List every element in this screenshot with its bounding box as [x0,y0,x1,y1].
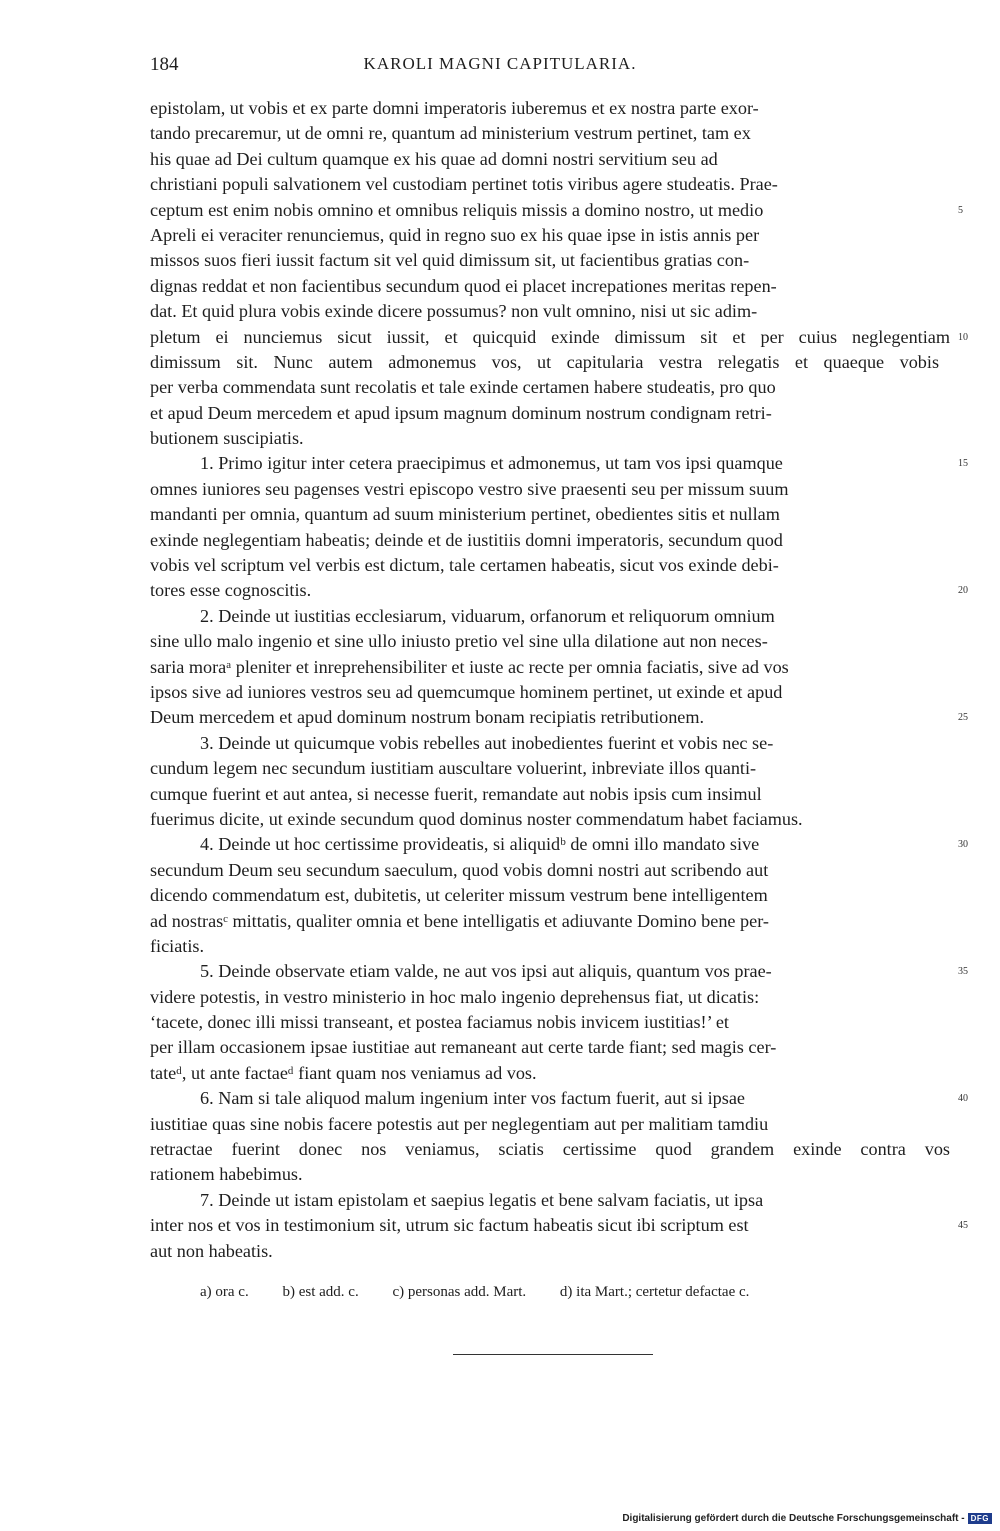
line-text: sine ullo malo ingenio et sine ullo iniusto pretio vel sine ulla dilatione aut non neces- [150,631,768,652]
line-number: 10 [958,331,968,343]
text-line [150,1061,950,1086]
footnote-d: d) ita Mart.; certetur defactae c. [559,1284,750,1300]
line-number: 30 [958,839,968,851]
text-line [150,832,968,857]
dfg-logo: DFG [968,1513,992,1524]
line-text: videre potestis, in vestro ministerio in hoc malo ingenio deprehensus fiat, ut dicatis: [150,986,760,1007]
footnote-b: b) est add. c. [282,1284,359,1300]
line-text: cundum legem nec secundum iustitiam auscultare voluerint, inbreviate illos quanti- [150,758,757,779]
line-text: rationem habebimus. [150,1164,303,1185]
line-text: cumque fuerint et aut antea, si necesse fuerit, remandate aut nobis ipsis cum insimul [150,783,762,804]
text-line [150,198,963,223]
line-text: 7. Deinde ut istam epistolam et saepius legatis et bene salvam faciatis, ut ipsa [200,1189,764,1210]
text-line [150,1162,950,1187]
text-line [150,528,950,553]
line-text: 1. Primo igitur inter cetera praecipimus et admonemus, ut tam vos ipsi quamque [200,453,783,474]
line-text: per verba commendata sunt recolatis et tale exinde certamen habere studeatis, pro quo [150,377,776,398]
text-line [150,401,950,426]
line-text: vobis vel scriptum vel verbis est dictum, tale certamen habeatis, sicut vos exinde debi- [150,555,779,576]
line-text: 4. Deinde ut hoc certissime provideatis, si aliquidᵇ de omni illo mandato sive [200,834,760,855]
text-line [150,731,950,756]
line-number: 40 [958,1093,968,1105]
text-line [150,629,950,654]
line-text: fuerimus dicite, ut exinde secundum quod dominus noster commendatum habet faciamus. [150,808,803,829]
text-line [150,172,950,197]
line-text: his quae ad Dei cultum quamque ex his quae ad domni nostri servitium seu ad [150,148,718,169]
line-text: ficiatis. [150,935,205,956]
line-text: Apreli ei veraciter renunciemus, quid in regno suo ex his quae ipse in istis annis per [150,224,760,245]
text-line [150,1112,950,1137]
text-line [150,934,950,959]
main-text [150,96,968,1264]
line-text: epistolam, ut vobis et ex parte domni imperatoris iuberemus et ex nostra parte exor- [150,98,759,118]
text-line [150,477,950,502]
text-line [150,1188,950,1213]
text-line [150,655,950,680]
line-number: 35 [958,966,968,978]
line-text: saria moraᵃ pleniter et inreprehensibiliter et iuste ac recte per omnia faciatis, sive ad vos [150,656,789,677]
line-text: exinde neglegentiam habeatis; deinde et de iustitiis domni imperatoris, secundum quod [150,529,783,550]
text-line [150,553,950,578]
line-text: dimissum sit. Nunc autem admonemus vos, ut capitularia vestra relegatis et quaeque vobis [150,351,940,372]
line-text: 5. Deinde observate etiam valde, ne aut vos ipsi aut aliquis, quantum vos prae- [200,961,772,982]
text-line [150,909,950,934]
line-number: 25 [958,712,968,724]
line-text: missos suos fieri iussit factum sit vel quid dimissum sit, ut facientibus gratias con- [150,250,750,271]
text-line [150,147,950,172]
running-head: KAROLI MAGNI CAPITULARIA. [363,54,637,73]
funding-credit [622,1513,992,1524]
line-text: retractae fuerint donec nos veniamus, sciatis certissime quod grandem exinde contra vos [150,1139,950,1160]
text-line [150,1137,950,1162]
text-line [150,248,950,273]
line-text: aut non habeatis. [150,1240,273,1261]
text-line [150,959,968,984]
footnote-c: c) personas add. Mart. [392,1284,527,1300]
line-text: secundum Deum seu secundum saeculum, quod vobis domni nostri aut scribendo aut [150,859,769,880]
line-number: 15 [958,458,968,470]
text-line [150,1213,968,1238]
line-text: 3. Deinde ut quicumque vobis rebelles aut inobedientes fuerint et vobis nec se- [200,732,774,753]
text-line [150,223,950,248]
line-text: iustitiae quas sine nobis facere potestis aut per neglegentiam aut per malitiam tamdiu [150,1113,769,1134]
text-line [150,96,950,121]
text-line [150,1035,950,1060]
line-text: per illam occasionem ipsae iustitiae aut remaneant aut certe tarde fiant; sed magis cer- [150,1037,777,1058]
line-text: tateᵈ, ut ante factaeᵈ fiant quam nos veniamus ad vos. [150,1062,537,1083]
line-text: et apud Deum mercedem et apud ipsum magnum dominum nostrum condignam retri- [150,402,772,423]
line-text: butionem suscipiatis. [150,428,304,449]
text-line [150,299,950,324]
text-line [150,883,950,908]
line-text: omnes iuniores seu pagenses vestri episcopo vestro sive praesenti seu per missum suum [150,478,789,499]
line-number: 20 [958,585,968,597]
line-text: mandanti per omnia, quantum ad suum ministerium pertinet, obedientes sitis et nullam [150,504,780,525]
line-text: ad nostrasᶜ mittatis, qualiter omnia et bene intelligatis et adiuvante Domino bene per- [150,910,769,931]
line-text: ceptum est enim nobis omnino et omnibus reliquis missis a domino nostro, ut medio [150,199,764,220]
text-line [150,680,950,705]
footnotes [200,1284,779,1301]
line-text: 2. Deinde ut iustitias ecclesiarum, viduarum, orfanorum et reliquorum omnium [200,605,775,626]
line-text: tores esse cognoscitis. [150,580,312,601]
text-line [150,578,968,603]
line-text: ipsos sive ad iuniores vestros seu ad quemcumque hominem pertinet, ut exinde et apud [150,681,783,702]
line-text: dignas reddat et non facientibus secundum quod ei placet increpationes meritas repen- [150,275,777,296]
text-line [150,350,950,375]
text-line [150,1086,968,1111]
line-text: christiani populi salvationem vel custodiam pertinet totis viribus agere studeatis. Prae- [150,174,778,195]
text-line [150,375,950,400]
line-text: Deum mercedem et apud dominum nostrum bonam recipiatis retributionem. [150,707,705,728]
text-line [150,451,968,476]
text-line [150,807,950,832]
text-line [150,121,950,146]
line-text: pletum ei nunciemus sicut iussit, et quicquid exinde dimissum sit et per cuius neglegentiam [150,326,950,347]
text-line [150,604,950,629]
line-text: inter nos et vos in testimonium sit, utrum sic factum habeatis sicut ibi scriptum est [150,1215,749,1236]
text-line [150,1239,950,1264]
line-text: dicendo commendatum est, dubitetis, ut celeriter missum vestrum bene intelligentem [150,885,768,906]
text-line [150,274,950,299]
line-number: 45 [958,1220,968,1232]
text-line [150,325,968,350]
line-text: ‘tacete, donec illi missi transeant, et postea faciamus nobis invicem iustitias!’ et [150,1012,729,1033]
text-line [150,782,950,807]
text-line [150,502,950,527]
line-text: 6. Nam si tale aliquod malum ingenium inter vos factum fuerit, aut si ipsae [200,1088,745,1109]
line-text: tando precaremur, ut de omni re, quantum ad ministerium vestrum pertinet, tam ex [150,123,751,144]
text-line [150,705,968,730]
text-line [150,426,950,451]
text-line [150,985,950,1010]
line-text: dat. Et quid plura vobis exinde dicere possumus? non vult omnino, nisi ut sic adim- [150,301,758,322]
footnote-a: a) ora c. [200,1284,249,1300]
text-line [150,858,950,883]
page-number: 184 [150,54,179,75]
credit-text: Digitalisierung gefördert durch die Deutsche Forschungsgemeinschaft - [622,1513,965,1524]
text-line [150,1010,950,1035]
text-line [150,756,950,781]
line-number: 5 [958,204,963,216]
end-rule [453,1354,653,1355]
